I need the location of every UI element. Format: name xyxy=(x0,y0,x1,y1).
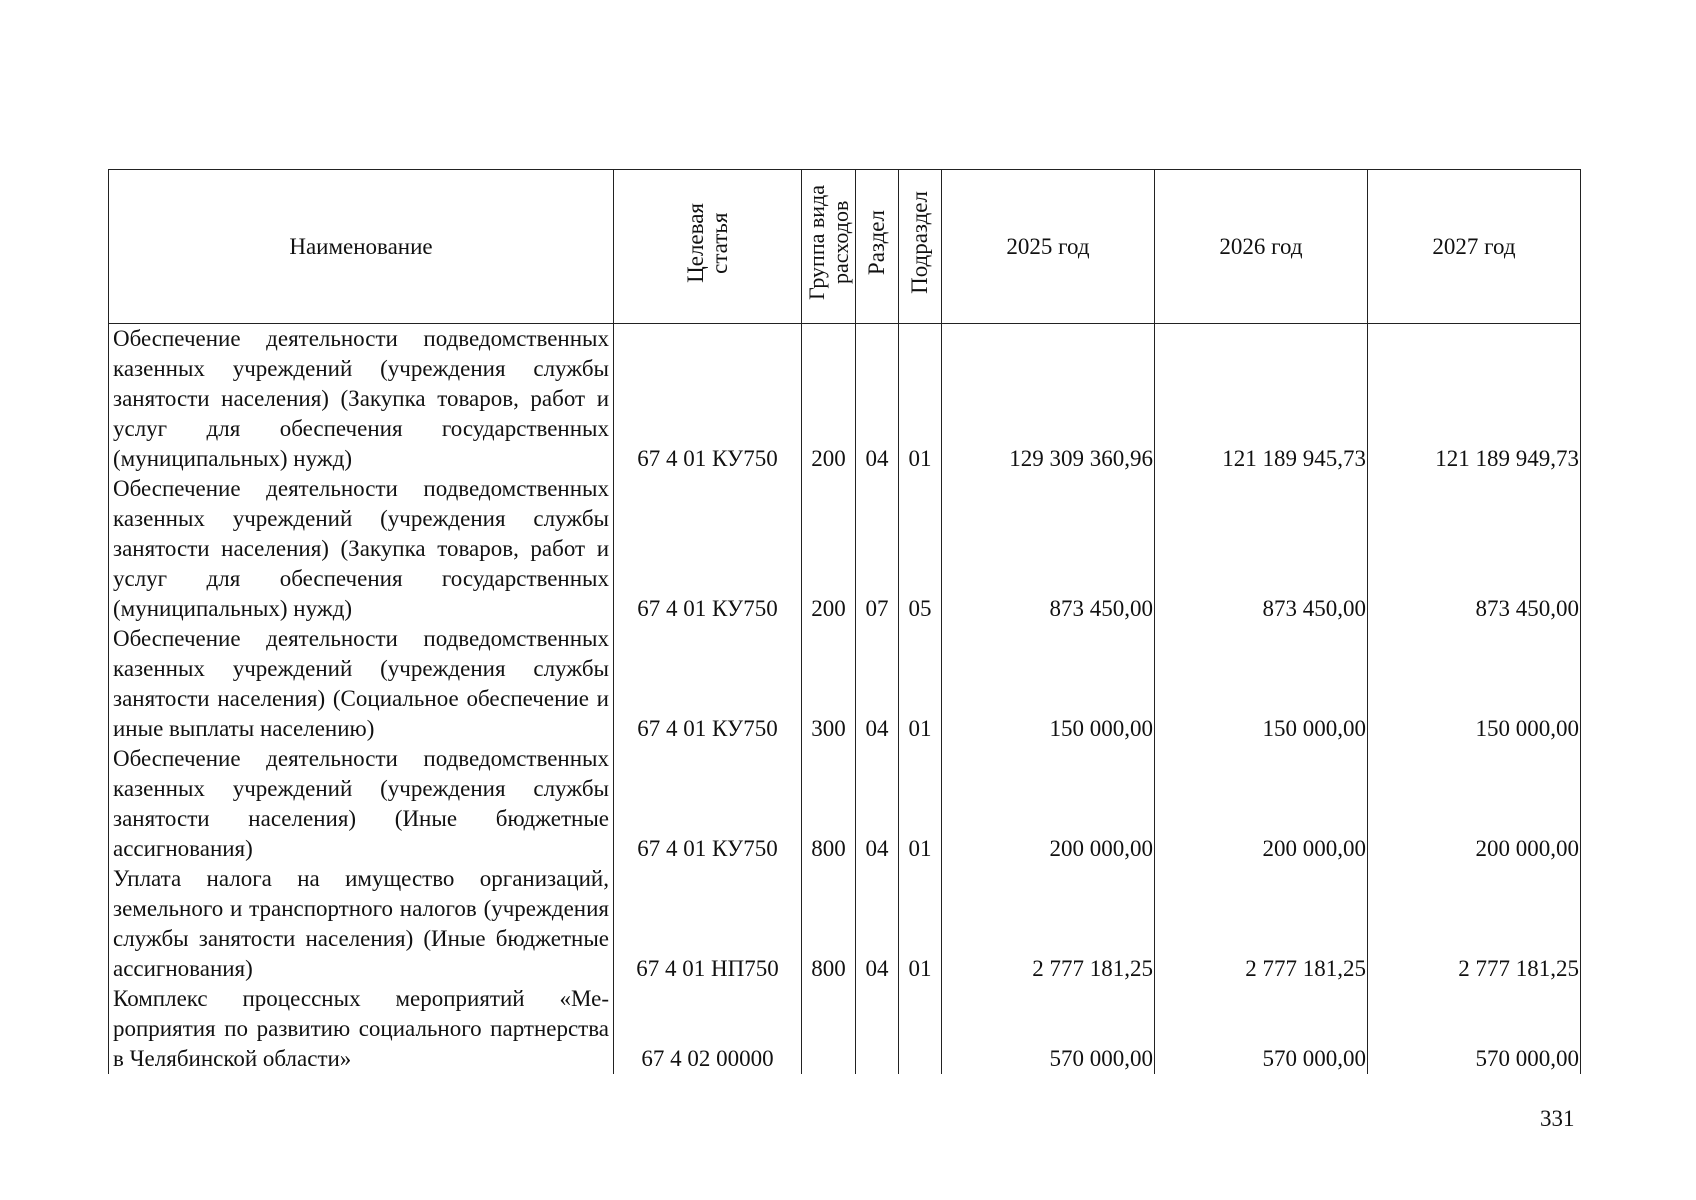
row-subsection: 01 xyxy=(899,864,942,984)
row-subsection: 01 xyxy=(899,624,942,744)
row-target-article: 67 4 01 КУ750 xyxy=(614,744,802,864)
row-name: Комплекс процессных мероприятий «Мероприятия по развитию социального партнерства в Челябинской области» xyxy=(109,984,614,1074)
row-target-article: 67 4 01 НП750 xyxy=(614,864,802,984)
row-expense-group: 800 xyxy=(802,744,856,864)
row-expense-group: 200 xyxy=(802,474,856,624)
row-section: 04 xyxy=(856,864,899,984)
row-subsection: 01 xyxy=(899,324,942,475)
header-subsection: Подраздел xyxy=(899,170,942,324)
row-amount-2027: 121 189 949,73 xyxy=(1368,324,1581,475)
table-row xyxy=(109,864,1581,984)
row-target-article: 67 4 01 КУ750 xyxy=(614,474,802,624)
row-target-article: 67 4 01 КУ750 xyxy=(614,624,802,744)
row-amount-2026: 570 000,00 xyxy=(1155,984,1368,1074)
row-amount-2027: 873 450,00 xyxy=(1368,474,1581,624)
row-subsection: 05 xyxy=(899,474,942,624)
header-year-2025: 2025 год xyxy=(942,170,1155,324)
header-expense-group: Группа вида расходов xyxy=(802,170,856,324)
row-amount-2025: 200 000,00 xyxy=(942,744,1155,864)
row-name: Обеспечение деятельности подведомственных казенных учреждений (учреждения службы занятости населения) (Иные бюджетные ассигнования) xyxy=(109,744,614,864)
table-row xyxy=(109,744,1581,864)
row-subsection: 01 xyxy=(899,744,942,864)
row-section: 04 xyxy=(856,624,899,744)
row-expense-group: 200 xyxy=(802,324,856,475)
header-target-article: Целевая статья xyxy=(614,170,802,324)
row-amount-2026: 2 777 181,25 xyxy=(1155,864,1368,984)
row-name: Обеспечение деятельности подведомственных казенных учреждений (учреждения службы занятости населения) (Социальное обеспечение и иные выплаты населению) xyxy=(109,624,614,744)
row-amount-2027: 200 000,00 xyxy=(1368,744,1581,864)
row-amount-2026: 121 189 945,73 xyxy=(1155,324,1368,475)
row-expense-group xyxy=(802,984,856,1074)
row-expense-group: 300 xyxy=(802,624,856,744)
row-amount-2025: 2 777 181,25 xyxy=(942,864,1155,984)
header-section: Раздел xyxy=(856,170,899,324)
table-row xyxy=(109,624,1581,744)
row-target-article: 67 4 01 КУ750 xyxy=(614,324,802,475)
row-name: Обеспечение деятельности подведомственных казенных учреждений (учреждения службы занятости населения) (Закупка товаров, работ и услуг для обеспечения государственных (муниципальных) нужд) xyxy=(109,324,614,475)
budget-table xyxy=(108,169,1581,1074)
header-year-2026: 2026 год xyxy=(1155,170,1368,324)
row-section xyxy=(856,984,899,1074)
row-expense-group: 800 xyxy=(802,864,856,984)
row-name: Обеспечение деятельности подведомственных казенных учреждений (учреждения службы занятости населения) (Закупка товаров, работ и услуг для обеспечения государственных (муниципальных) нужд) xyxy=(109,474,614,624)
table-row xyxy=(109,474,1581,624)
header-year-2027: 2027 год xyxy=(1368,170,1581,324)
row-section: 07 xyxy=(856,474,899,624)
row-section: 04 xyxy=(856,324,899,475)
row-amount-2026: 150 000,00 xyxy=(1155,624,1368,744)
row-amount-2026: 873 450,00 xyxy=(1155,474,1368,624)
row-amount-2026: 200 000,00 xyxy=(1155,744,1368,864)
page-number: 331 xyxy=(1540,1106,1575,1131)
header-name: Наименование xyxy=(109,170,614,324)
row-subsection xyxy=(899,984,942,1074)
row-target-article: 67 4 02 00000 xyxy=(614,984,802,1074)
row-name: Уплата налога на имущество организаций, земельного и транспортного налогов (учреждения службы занятости населения) (Иные бюджетные ассигнования) xyxy=(109,864,614,984)
row-amount-2025: 129 309 360,96 xyxy=(942,324,1155,475)
table-header-row xyxy=(109,170,1581,324)
row-amount-2027: 2 777 181,25 xyxy=(1368,864,1581,984)
row-amount-2027: 150 000,00 xyxy=(1368,624,1581,744)
table-row xyxy=(109,324,1581,475)
row-amount-2025: 570 000,00 xyxy=(942,984,1155,1074)
row-section: 04 xyxy=(856,744,899,864)
row-amount-2025: 873 450,00 xyxy=(942,474,1155,624)
row-amount-2025: 150 000,00 xyxy=(942,624,1155,744)
table-row xyxy=(109,984,1581,1074)
row-amount-2027: 570 000,00 xyxy=(1368,984,1581,1074)
